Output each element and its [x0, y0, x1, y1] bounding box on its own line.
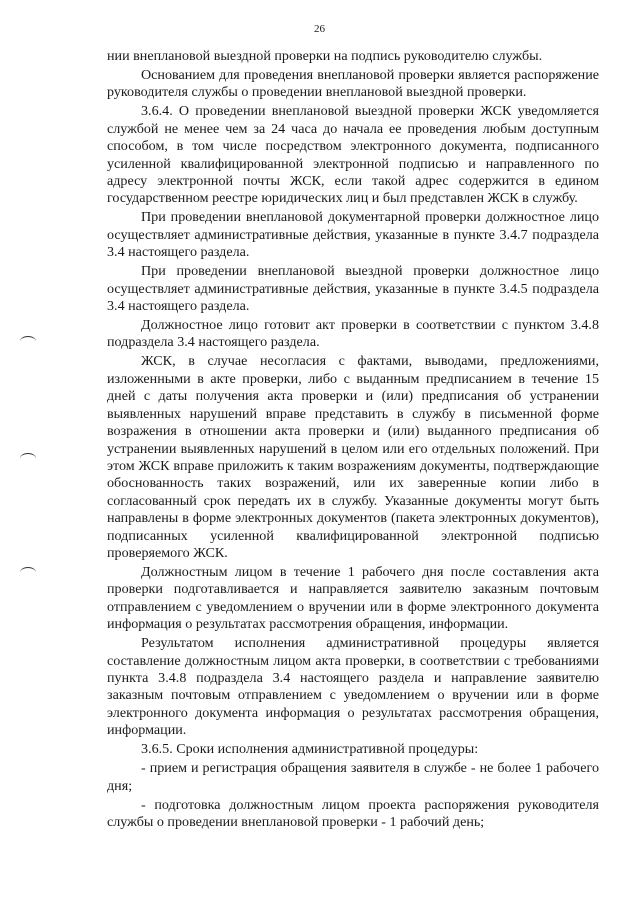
- paragraph: Основанием для проведения внеплановой проверки является распоряжение руководителя службы о проведении внеплановой выездной проверки.: [107, 67, 599, 101]
- paragraph: При проведении внеплановой выездной проверки должностное лицо осуществляет административные действия, указанные в пункте 3.4.5 подраздела 3.4 настоящего раздела.: [107, 263, 599, 315]
- paragraph: Результатом исполнения административной процедуры является составление должностным лицом акта проверки, в соответствии с требованиями пункта 3.4.8 подраздела 3.4 настоящего раздела и направление заявителю заказным почтовым отправлением с уведомлением о вручении или в форме электронного документа информация о результатах рассмотрения обращения, информации.: [107, 635, 599, 739]
- binder-hole-mark: [20, 453, 36, 464]
- paragraph-continuation: нии внеплановой выездной проверки на подпись руководителю службы.: [107, 48, 543, 64]
- paragraph: ЖСК, в случае несогласия с фактами, выводами, предложениями, изложенными в акте проверки, либо с выданным предписанием в течение 15 дней с даты получения акта проверки и (или) предписания об устранении выявленных нарушений вправе представить в службу в письменной форме возражения в отношении акта проверки и (или) выданного предписания об устранении выявленных нарушений в целом или его отдельных положений. При этом ЖСК вправе приложить к таким возражениям документы, подтверждающие обоснованность таких возражений, или их заверенные копии либо в согласованный срок передать их в службу. Указанные документы могут быть направлены в форме электронных документов (пакета электронных документов), подписанных усиленной квалифицированной электронной подписью проверяемого ЖСК.: [107, 353, 599, 561]
- paragraph: Должностное лицо готовит акт проверки в соответствии с пунктом 3.4.8 подраздела 3.4 настоящего раздела.: [107, 317, 599, 351]
- list-item: - прием и регистрация обращения заявителя в службе - не более 1 рабочего дня;: [107, 760, 599, 794]
- document-body: [107, 48, 599, 833]
- page-number: 26: [314, 23, 325, 35]
- paragraph: При проведении внеплановой документарной проверки должностное лицо осуществляет административные действия, указанные в пункте 3.4.7 подраздела 3.4 настоящего раздела.: [107, 209, 599, 261]
- paragraph-clause-3-6-5: 3.6.5. Сроки исполнения административной процедуры:: [141, 741, 479, 758]
- paragraph-clause-3-6-4: 3.6.4. О проведении внеплановой выездной проверки ЖСК уведомляется службой не менее чем за 24 часа до начала ее проведения любым доступным способом, в том числе посредством электронного документа, подписанного усиленной квалифицированной электронной подписью и направленного по адресу электронной почты ЖСК, если такой адрес содержится в едином государственном реестре юридических лиц и был представлен ЖСК в службу.: [107, 103, 599, 207]
- paragraph: Должностным лицом в течение 1 рабочего дня после составления акта проверки подготавливается и направляется заявителю заказным почтовым отправлением с уведомлением о вручении или в форме электронного документа информация о результатах рассмотрения обращения, информации.: [107, 563, 599, 633]
- binder-hole-mark: [20, 336, 36, 347]
- binder-hole-mark: [20, 567, 36, 578]
- list-item: - подготовка должностным лицом проекта распоряжения руководителя службы о проведении внеплановой проверки - 1 рабочий день;: [107, 796, 599, 830]
